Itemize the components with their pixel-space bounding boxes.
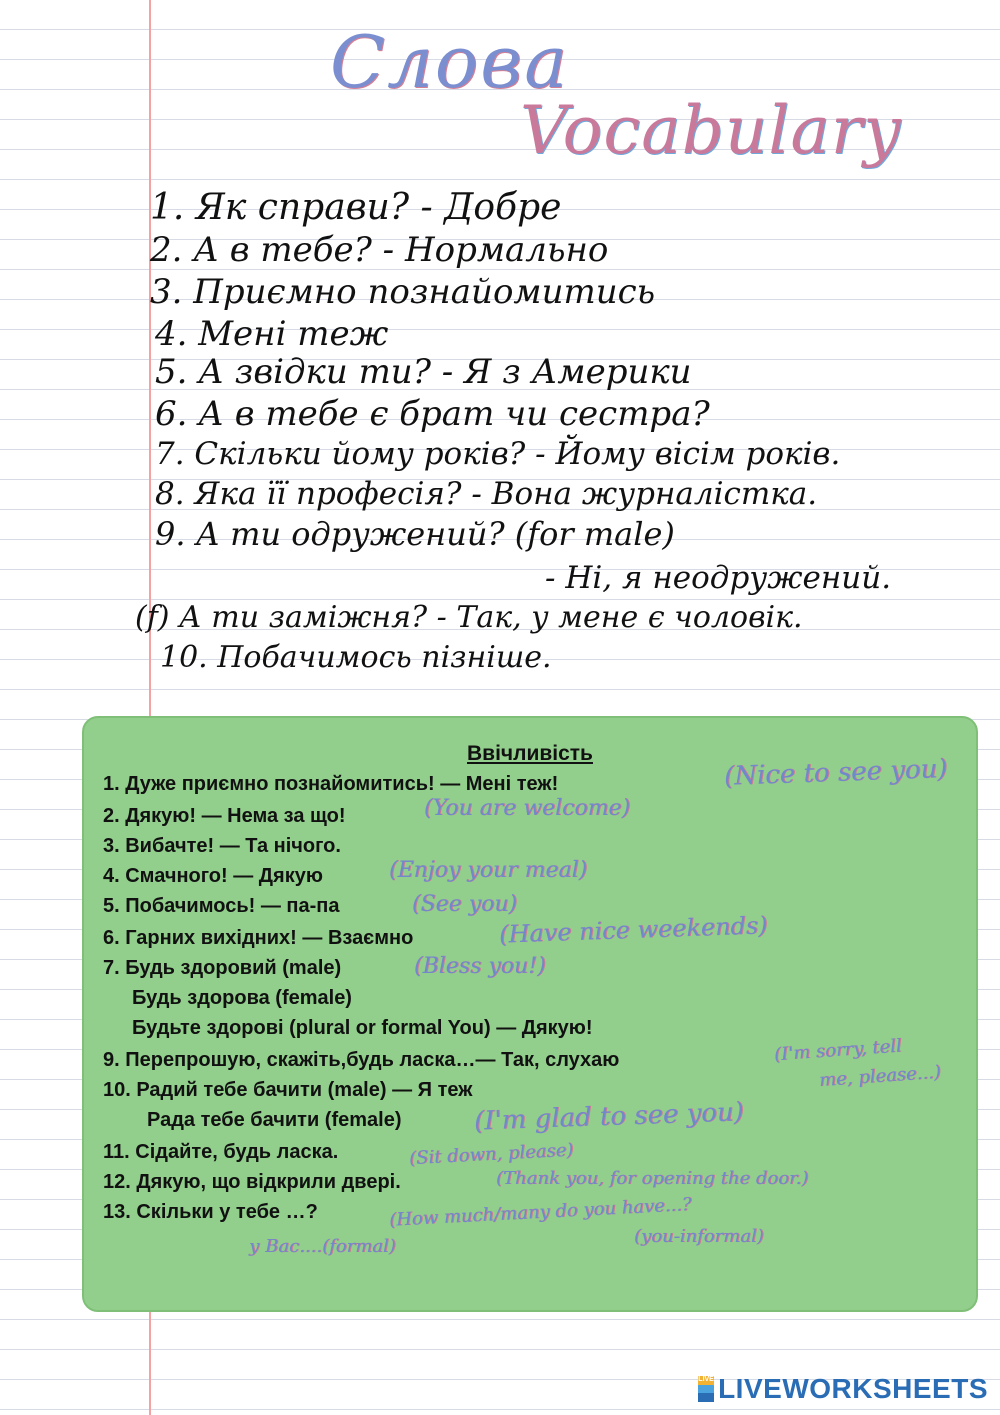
handwritten-line: 5. А звідки ти? - Я з Америки <box>155 352 692 392</box>
list-item: 1. Дуже приємно познайомитись! — Мені теж! <box>103 773 559 795</box>
list-item: 4. Смачного! — Дякую <box>103 865 323 887</box>
title-english: Vocabulary <box>520 92 902 169</box>
brand-name: LIVEWORKSHEETS <box>718 1373 988 1404</box>
list-item: Будьте здорові (plural or formal You) — Дякую! <box>132 1017 593 1039</box>
logo-mark-text: LIVE <box>698 1376 714 1383</box>
handwritten-line: 8. Яка її професія? - Вона журналістка. <box>155 476 818 512</box>
handwritten-line: 2. А в тебе? - Нормально <box>150 230 609 270</box>
politeness-box <box>82 716 978 1312</box>
translation-note: (I'm glad to see you) <box>473 1097 745 1137</box>
handwritten-line: (f) А ти заміжня? - Так, у мене є чоловік. <box>135 600 803 635</box>
list-item: Рада тебе бачити (female) <box>147 1109 402 1131</box>
list-item: 6. Гарних вихідних! — Взаємно <box>103 927 414 949</box>
translation-note: (Bless you!) <box>414 954 546 979</box>
handwritten-line: 7. Скільки йому років? - Йому вісім років. <box>155 436 841 472</box>
list-item: 2. Дякую! — Нема за що! <box>103 805 346 827</box>
translation-note: (Thank you, for opening the door.) <box>496 1168 809 1189</box>
translation-note: (I'm sorry, tell <box>773 1035 903 1066</box>
translation-note: (Nice to see you) <box>723 754 948 792</box>
handwritten-line: 3. Приємно познайомитись <box>150 272 656 312</box>
translation-note: (Enjoy your meal) <box>389 858 588 883</box>
list-item: 5. Побачимось! — па-па <box>103 895 340 917</box>
translation-note: (You are welcome) <box>424 796 631 821</box>
list-item: 13. Скільки у тебе …? <box>103 1201 318 1223</box>
translation-note: (See you) <box>412 892 518 917</box>
handwritten-line: 4. Мені теж <box>155 314 389 354</box>
handwritten-line: 1. Як справи? - Добре <box>150 187 562 228</box>
translation-note: (Sit down, please) <box>408 1139 574 1170</box>
handwritten-line: 10. Побачимось пізніше. <box>160 640 552 675</box>
translation-note: me, please...) <box>818 1061 942 1092</box>
translation-note: у Вас....(formal) <box>249 1236 396 1257</box>
list-item: 7. Будь здоровий (male) <box>103 957 342 979</box>
handwritten-line: 9. А ти одружений? (for male) <box>155 515 675 553</box>
translation-note: (Have nice weekends) <box>498 911 769 949</box>
list-item: Будь здорова (female) <box>132 987 352 1009</box>
list-item: 10. Радий тебе бачити (male) — Я теж <box>103 1079 473 1101</box>
translation-note: (How much/many do you have...? <box>388 1194 693 1231</box>
handwritten-line: - Ні, я неодружений. <box>545 560 892 596</box>
list-item: 11. Сідайте, будь ласка. <box>103 1141 339 1163</box>
translation-note: (you-informal) <box>634 1226 764 1247</box>
handwritten-line: 6. А в тебе є брат чи сестра? <box>155 394 710 434</box>
list-item: 12. Дякую, що відкрили двері. <box>103 1171 401 1193</box>
title-ukrainian: Слова <box>330 20 570 104</box>
list-item: 3. Вибачте! — Та нічого. <box>103 835 341 857</box>
box-title: Ввічливість <box>467 742 593 765</box>
liveworksheets-logo-icon <box>698 1376 714 1402</box>
liveworksheets-logo[interactable] <box>698 1373 988 1405</box>
list-item: 9. Перепрошую, скажіть,будь ласка…— Так, слухаю <box>103 1049 620 1071</box>
